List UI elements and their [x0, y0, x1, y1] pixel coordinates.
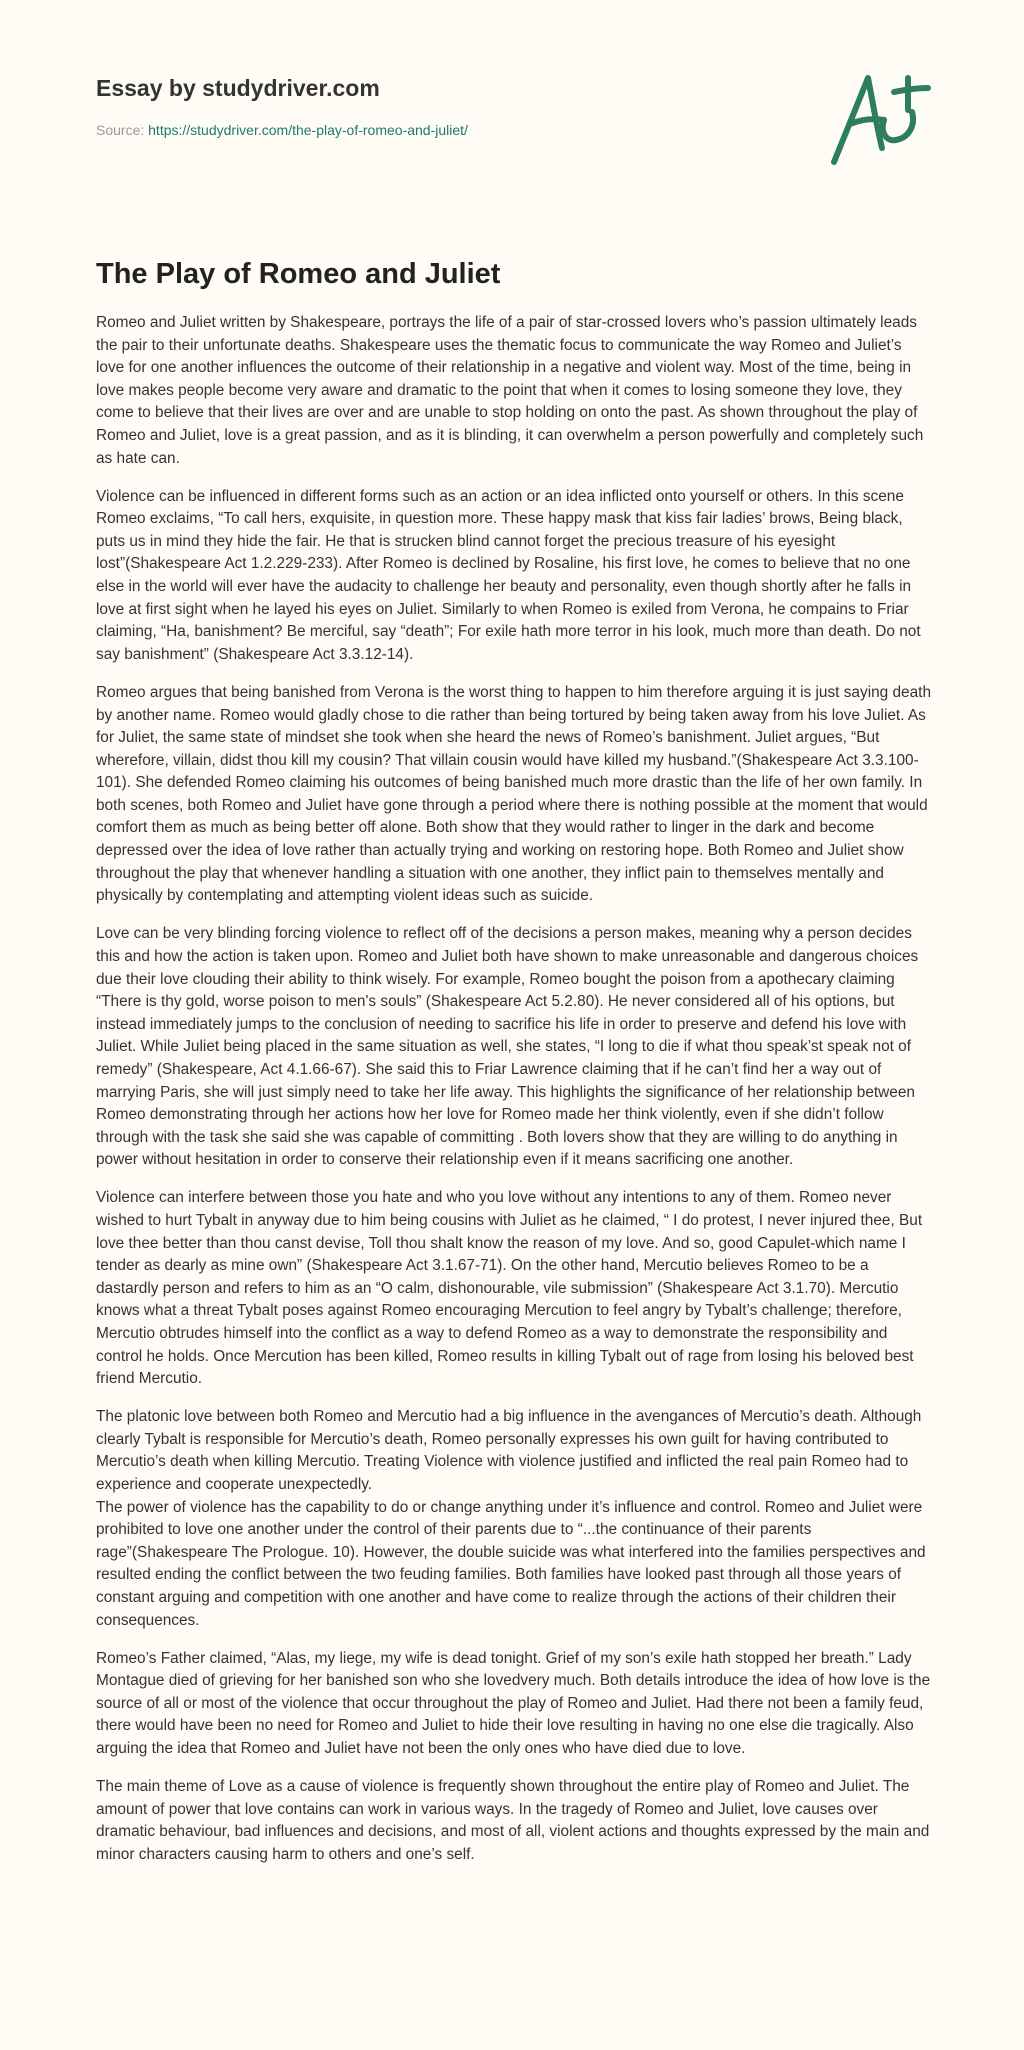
essay-paragraph-7: The power of violence has the capability to do or change anything under it’s influence and control. Romeo and Juliet were prohibited to love one another under the control of their parents due to “...the continuance of their parents rage”(Shakespeare The Prologue. 10). However, the double suicide was what interfered into the families perspectives and resulted ending the conflict between the two feuding families. Both families have looked past through all those years of constant arguing and competition with one another and have come to realize through the actions of their children their consequences.	[96, 1498, 926, 1629]
essay-paragraph-6: The platonic love between both Romeo and Mercutio had a big influence in the avengances of Mercutio’s death. Although clearly Tybalt is responsible for Mercutio’s death, Romeo personally expresses his own guilt for having contributed to Mercutio’s death when killing Mercutio. Treating Violence with violence justified and inflicted the real pain Romeo had to experience and cooperate unexpectedly.	[96, 1408, 922, 1493]
source-label: Source:	[96, 122, 149, 138]
source-line	[96, 121, 796, 139]
essay-paragraph-3: Romeo argues that being banished from Verona is the worst thing to happen to him therefore arguing it is just saying death by another name. Romeo would gladly chose to die rather than being tortured by being taken away from his love Juliet. As for Juliet, the same state of mindset she took when she heard the news of Romeo’s banishment. Juliet argues, “But wherefore, villain, didst thou kill my cousin? That villain cousin would have killed my husband.”(Shakespeare Act 3.3.100-101). She defended Romeo claiming his outcomes of being banished much more drastic than the life of her own family. In both scenes, both Romeo and Juliet have gone through a period where there is nothing possible at the moment that would comfort them as much as being better off alone. Both show that they would rather to linger in the dark and become depressed over the idea of love rather than actually trying and working on restoring hope. Both Romeo and Juliet show throughout the play that whenever handling a situation with one another, they inflict pain to themselves mentally and physically by contemplating and attempting violent ideas such as suicide.	[96, 683, 932, 905]
essay-paragraph-5: Violence can interfere between those you hate and who you love without any intentions to any of them. Romeo never wished to hurt Tybalt in anyway due to him being cousins with Juliet as he claimed, “ I do protest, I never injured thee, But love thee better than thou canst devise, Toll thou shalt know the reason of my love. And so, good Capulet-which name I tender as dearly as mine own” (Shakespeare Act 3.1.67-71). On the other hand, Mercutio believes Romeo to be a dastardly person and refers to him as an “O calm, dishonourable, vile submission” (Shakespeare Act 3.1.70). Mercutio knows what a threat Tybalt poses against Romeo encouraging Mercution to feel angry by Tybalt’s challenge; therefore, Mercutio obtrudes himself into the conflict as a way to defend Romeo as a way to demonstrate the responsibility and control he holds. Once Mercution has been killed, Romeo results in killing Tybalt out of rage from losing his beloved best friend Mercutio.	[96, 1189, 923, 1388]
essay-paragraph-2: Violence can be influenced in different forms such as an action or an idea inflicted onto yourself or others. In this scene Romeo exclaims, “To call hers, exquisite, in question more. These happy mask that kiss fair ladies’ brows, Being black, puts us in mind they hide the fair. He that is strucken blind cannot forget the precious treasure of his eyesight lost”(Shakespeare Act 1.2.229-233). After Romeo is declined by Rosaline, his first love, he comes to believe that no one else in the world will ever have the audacity to challenge her beauty and personality, even though shortly after he falls in love at first sight when he layed his eyes on Juliet. Similarly to when Romeo is exiled from Verona, he compains to Friar claiming, “Ha, banishment? Be merciful, say “death”; For exile hath more terror in his look, much more than death. Do not say banishment” (Shakespeare Act 3.3.12-14).	[96, 487, 921, 663]
essay-paragraph-9: The main theme of Love as a cause of violence is frequently shown throughout the entire play of Romeo and Juliet. The amount of power that love contains can work in various ways. In the tragedy of Romeo and Juliet, love causes over dramatic behaviour, bad influences and decisions, and most of all, violent actions and thoughts expressed by the main and minor characters causing harm to others and one’s self.	[96, 1778, 930, 1863]
a-plus-logo-icon	[824, 68, 936, 168]
essay-paragraph-8: Romeo’s Father claimed, “Alas, my liege, my wife is dead tonight. Grief of my son’s exile hath stopped her breath.” Lady Montague died of grieving for her banished son who she lovedvery much. Both details introduce the idea of how love is the source of all or most of the violence that occur throughout the play of Romeo and Juliet. Had there not been a family feud, there would have been no need for Romeo and Juliet to hide their love resulting in having no one else die tragically. Also arguing the idea that Romeo and Juliet have not been the only ones who have died due to love.	[96, 1649, 931, 1758]
essay-body	[96, 312, 932, 1882]
site-title: Essay by studydriver.com	[96, 75, 380, 101]
essay-title: The Play of Romeo and Juliet	[96, 258, 501, 290]
essay-paragraph-4: Love can be very blinding forcing violence to reflect off of the decisions a person makes, meaning why a person decides this and how the action is taken upon. Romeo and Juliet both have shown to make unreasonable and dangerous choices due their love clouding their ability to think wisely. For example, Romeo bought the poison from a apothecary claiming “There is thy gold, worse poison to men's souls” (Shakespeare Act 5.2.80). He never considered all of his options, but instead immediately jumps to the conclusion of needing to sacrifice his life in order to preserve and defend his love with Juliet. While Juliet being placed in the same situation as well, she states, “I long to die if what thou speak’st speak not of remedy” (Shakespeare, Act 4.1.66-67). She said this to Friar Lawrence claiming that if he can’t find her a way out of marrying Paris, she will just simply need to take her life away. This highlights the significance of her relationship between Romeo demonstrating through her actions how her love for Romeo made her think violently, even if she didn’t follow through with the task she said she was capable of committing . Both lovers show that they are willing to do anything in power without hesitation in order to conserve their relationship even if it means sacrificing one another.	[96, 925, 919, 1169]
header	[96, 72, 796, 139]
source-link[interactable]: https://studydriver.com/the-play-of-romeo-and-juliet/	[148, 122, 468, 138]
essay-paragraph-1: Romeo and Juliet written by Shakespeare, portrays the life of a pair of star-crossed lovers who’s passion ultimately leads the pair to their unfortunate deaths. Shakespeare uses the thematic focus to communicate the way Romeo and Juliet’s love for one another influences the outcome of their relationship in a negative and violent way. Most of the time, being in love makes people become very aware and dramatic to the point that when it comes to losing someone they love, they come to believe that their lives are over and are unable to stop holding on onto the past. As shown throughout the play of Romeo and Juliet, love is a great passion, and as it is blinding, it can overwhelm a person powerfully and completely such as hate can.	[96, 314, 924, 467]
